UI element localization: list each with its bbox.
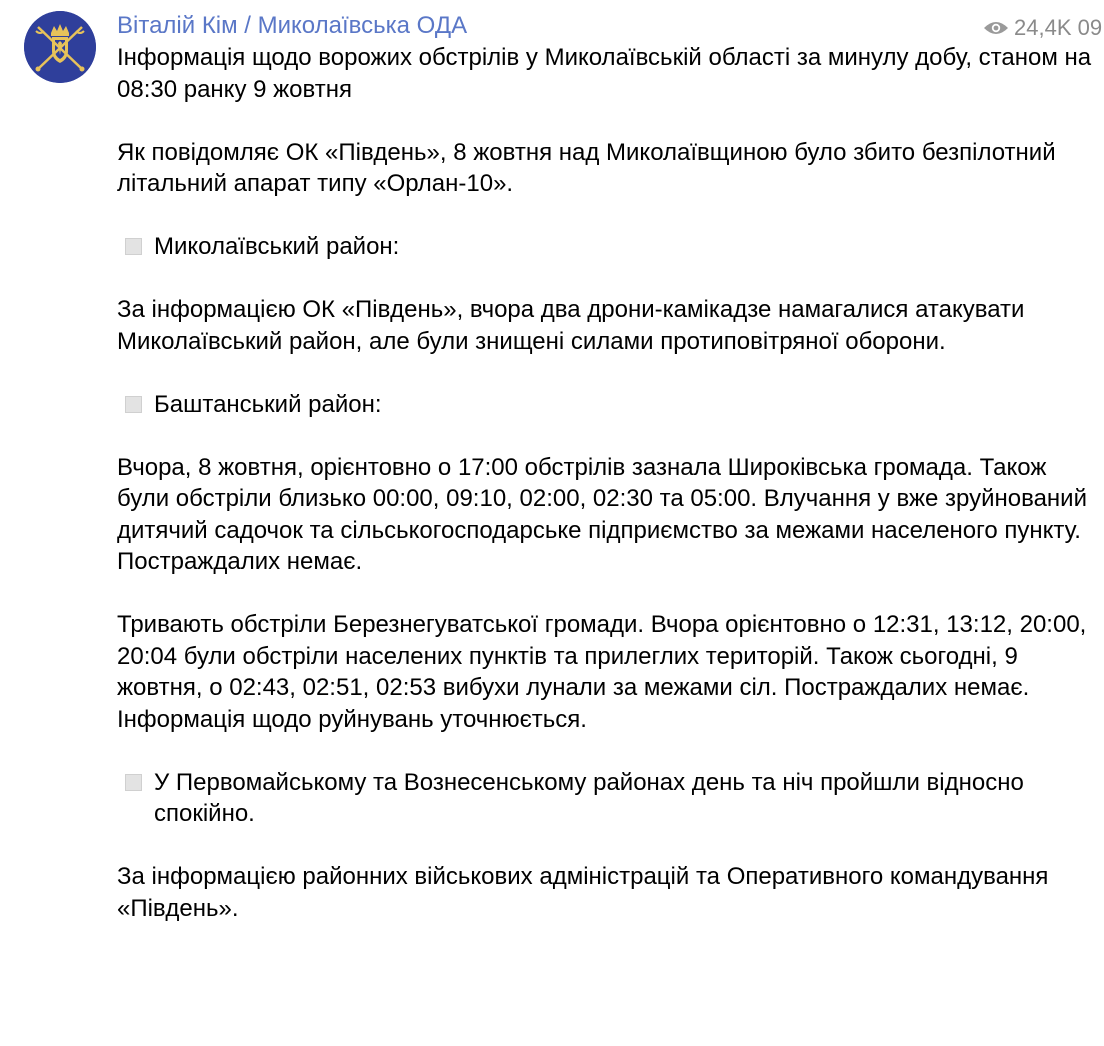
intro-paragraph: Як повідомляє ОК «Південь», 8 жовтня над Миколаївщиною було збито безпілотний літальний апарат типу «Орлан-10».	[117, 138, 1056, 197]
section-bashtanka-text-2: Тривають обстріли Березнегуватської громади. Вчора орієнтовно о 12:31, 13:12, 20:00, 20:04 були обстріли населених пунктів та прилеглих територій. Також сьогодні, 9 жовтня, о 02:43, 02:51, 02:53 вибухи лунали за межами сіл. Постраждалих немає. Інформація щодо руйнувань уточнюється.	[117, 611, 1087, 733]
section-title: Баштанський район:	[154, 390, 382, 418]
square-bullet-icon	[125, 238, 142, 255]
channel-avatar[interactable]	[24, 11, 96, 83]
square-bullet-icon	[125, 774, 142, 791]
footer-paragraph: За інформацією районних військових адміністрацій та Оперативного командування «Південь».	[117, 863, 1049, 922]
post-header	[117, 8, 1104, 42]
view-count: 24,4K 09	[1014, 15, 1103, 40]
square-bullet-icon	[125, 396, 142, 413]
eye-icon	[983, 19, 1009, 37]
message-body	[117, 42, 1104, 924]
view-counter	[983, 15, 1102, 41]
section-mykolaiv-title	[117, 231, 1104, 263]
coat-of-arms-icon	[24, 11, 96, 83]
section-title: Миколаївський район:	[154, 233, 400, 260]
section-mykolaiv-text: За інформацією ОК «Південь», вчора два дрони-камікадзе намагалися атакувати Миколаївський район, але були знищені силами протиповітряної оборони.	[117, 296, 1025, 355]
section-bashtanka-text-1: Вчора, 8 жовтня, орієнтовно о 17:00 обстрілів зазнала Широківська громада. Також були обстріли близько 00:00, 09:10, 02:00, 02:30 та 05:00. Влучання у вже зруйнований дитячий садочок та сільськогосподарське підприємство за межами населеного пункту. Постраждалих немає.	[117, 453, 1087, 575]
channel-post	[117, 8, 1104, 956]
section-bashtanka-title	[117, 389, 1104, 421]
post-headline: Інформація щодо ворожих обстрілів у Миколаївській області за минулу добу, станом на 08:30 ранку 9 жовтня	[117, 44, 1092, 103]
section-pervomaisk-voznesensk	[117, 767, 1104, 830]
section-text: У Первомайському та Вознесенському районах день та ніч пройшли відносно спокійно.	[154, 768, 1024, 827]
channel-name-link[interactable]: Віталій Кім / Миколаївська ОДА	[117, 12, 468, 39]
